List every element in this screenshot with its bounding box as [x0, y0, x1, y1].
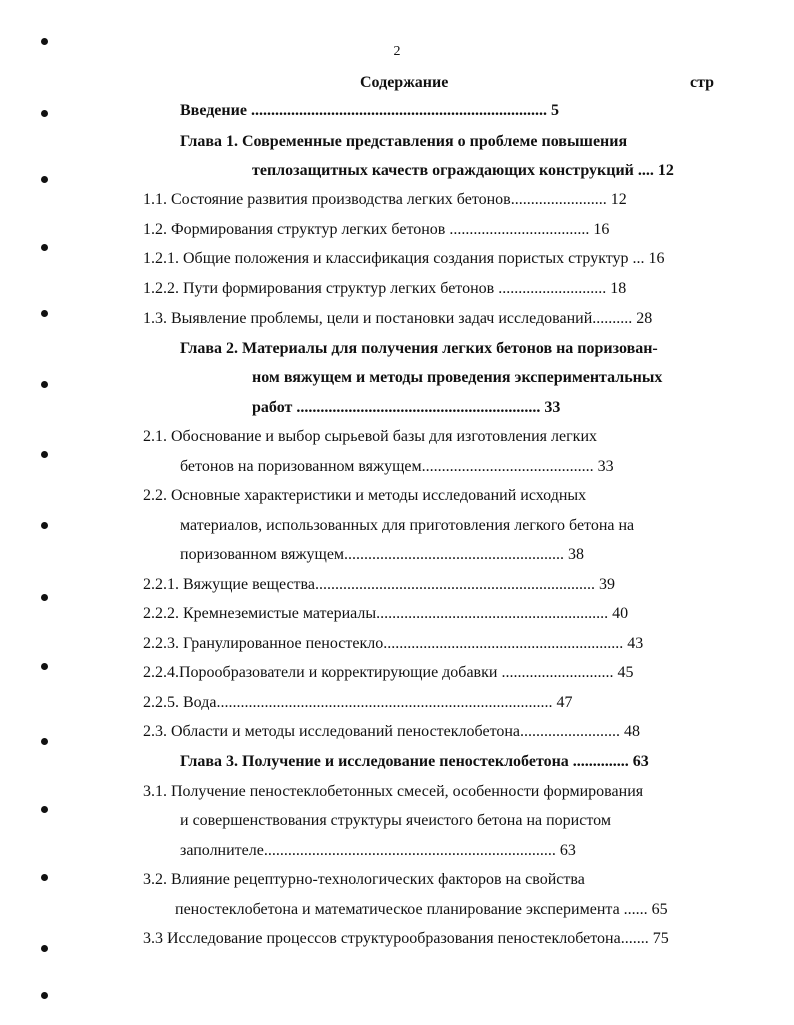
toc-entry-cont: заполнителе......................................................................... 63: [180, 842, 576, 859]
toc-entry: 2.2.2. Кремнеземистые материалы.......................................................... 40: [143, 605, 629, 622]
toc-entry: 3.2. Влияние рецептурно-технологических факторов на свойства: [143, 871, 585, 888]
toc-entry: 1.2.1. Общие положения и классификация создания пористых структур ... 16: [143, 250, 665, 267]
toc-entry-cont: материалов, использованных для приготовления легкого бетона на: [180, 517, 635, 534]
binding-hole: [41, 244, 48, 251]
toc-chapter-2-cont: работ ............................................................. 33: [252, 399, 561, 416]
toc-title: Содержание: [360, 74, 449, 91]
toc-entry: 2.1. Обоснование и выбор сырьевой базы для изготовления легких: [143, 428, 598, 445]
binding-hole: [41, 38, 48, 45]
toc-chapter-3: Глава 3. Получение и исследование пеностеклобетона .............. 63: [180, 753, 649, 770]
toc-chapter-2: Глава 2. Материалы для получения легких бетонов на поризован-: [180, 340, 658, 357]
toc-entry: 2.2.4.Порообразователи и корректирующие добавки ............................ 45: [143, 664, 634, 681]
page-number: 2: [393, 44, 401, 59]
binding-hole: [41, 874, 48, 881]
toc-heading: [0, 74, 794, 94]
toc-entry: 2.2.1. Вяжущие вещества...................................................................... 39: [143, 576, 615, 593]
binding-hole: [41, 522, 48, 529]
binding-hole: [41, 992, 48, 999]
binding-hole: [41, 310, 48, 317]
toc-entry: 3.3 Исследование процессов структурообразования пеностеклобетона....... 75: [143, 930, 669, 947]
binding-hole: [41, 945, 48, 952]
binding-hole: [41, 594, 48, 601]
binding-hole: [41, 176, 48, 183]
binding-hole: [41, 738, 48, 745]
toc-entry: 2.2.3. Гранулированное пеностекло............................................................ 43: [143, 635, 644, 652]
toc-entry: 1.2.2. Пути формирования структур легких бетонов ........................... 18: [143, 280, 627, 297]
toc-entry: 3.1. Получение пеностеклобетонных смесей, особенности формирования: [143, 783, 644, 800]
toc-entry-cont: и совершенствования структуры ячеистого бетона на пористом: [180, 812, 611, 829]
toc-entry-cont: поризованном вяжущем....................................................... 38: [180, 546, 585, 563]
toc-entry: 1.1. Состояние развития производства легких бетонов........................ 12: [143, 191, 627, 208]
binding-hole: [41, 451, 48, 458]
toc-entry-cont: бетонов на поризованном вяжущем........................................... 33: [180, 458, 614, 475]
toc-chapter-1: Глава 1. Современные представления о проблеме повышения: [180, 133, 628, 150]
toc-entry-cont: пеностеклобетона и математическое планирование эксперимента ...... 65: [175, 901, 668, 918]
toc-chapter-1-cont: теплозащитных качеств ограждающих конструкций .... 12: [252, 162, 674, 179]
binding-hole: [41, 110, 48, 117]
toc-entry-intro: Введение .......................................................................... 5: [180, 102, 559, 119]
toc-entry: 1.3. Выявление проблемы, цели и постановки задач исследований.......... 28: [143, 310, 653, 327]
toc-entry: 2.2. Основные характеристики и методы исследований исходных: [143, 487, 587, 504]
toc-entry: 1.2. Формирования структур легких бетонов ................................... 16: [143, 221, 610, 238]
page-column-label: стр: [690, 74, 715, 91]
binding-hole: [41, 663, 48, 670]
toc-chapter-2-cont: ном вяжущем и методы проведения экспериментальных: [252, 369, 663, 386]
toc-entry: 2.3. Области и методы исследований пеностеклобетона......................... 48: [143, 723, 641, 740]
binding-hole: [41, 806, 48, 813]
toc-entry: 2.2.5. Вода.................................................................................... 47: [143, 694, 573, 711]
binding-hole: [41, 381, 48, 388]
